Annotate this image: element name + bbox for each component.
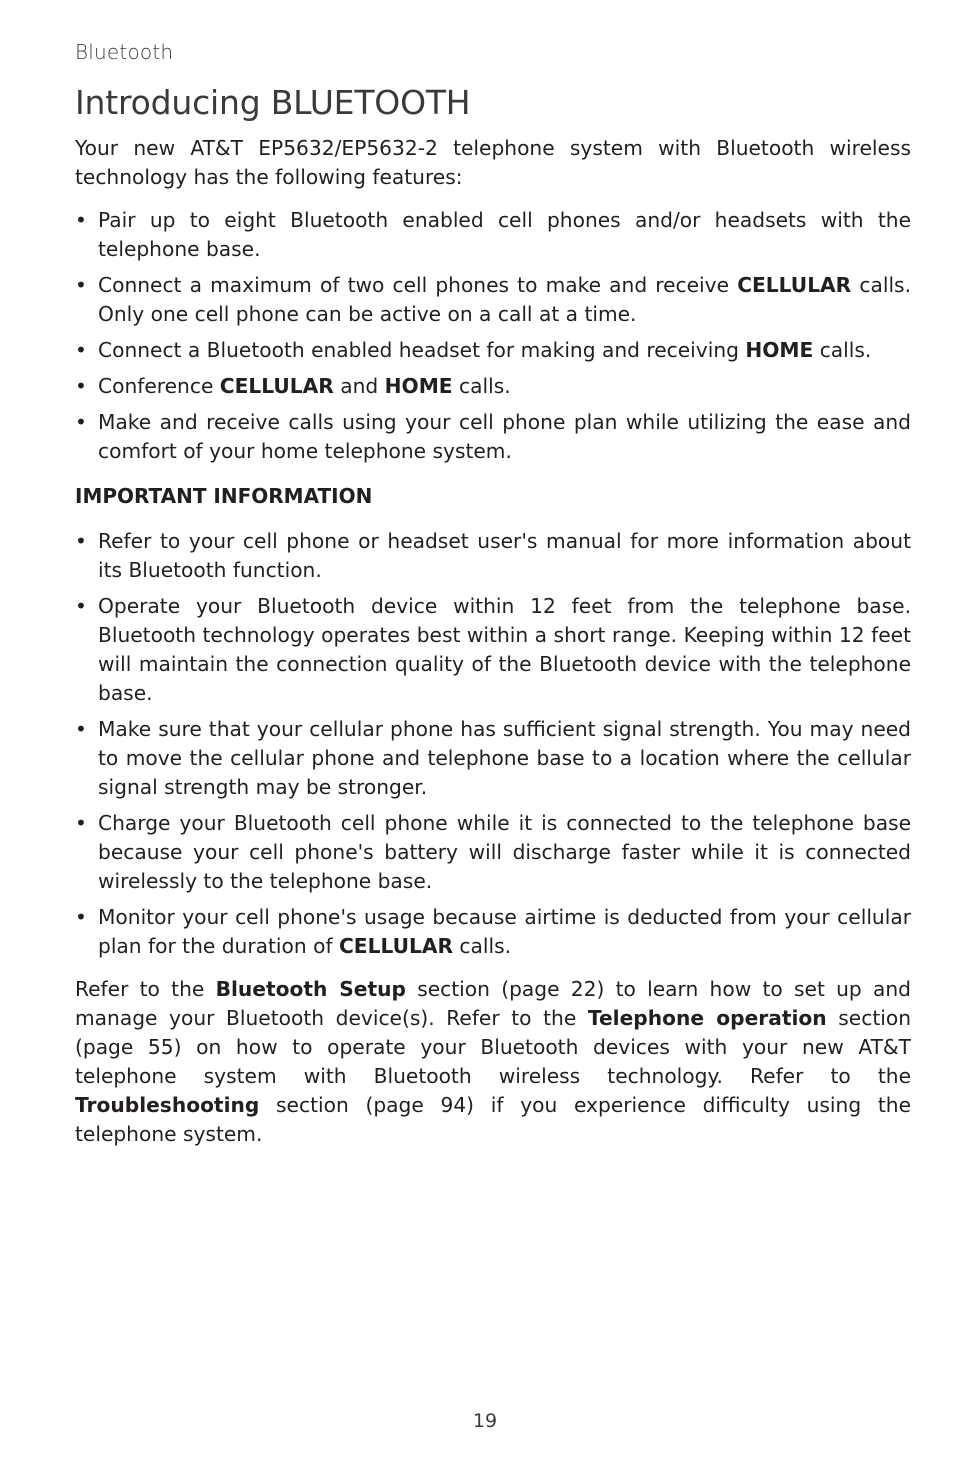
feature-list [75, 206, 911, 466]
text-run: Make sure that your cellular phone has sufficient signal strength. You may need to move the cellular phone and telephone base to a location where the cellular signal strength may be stronger. [98, 717, 911, 799]
text-run: section (page 22) to learn how to set up and manage your Bluetooth device(s). Refer to the [75, 977, 911, 1030]
text-run: section (page 94) if you experience difficulty using the telephone system. [75, 1093, 911, 1146]
bold-text-run: HOME [745, 338, 814, 362]
bold-text-run: CELLULAR [737, 273, 852, 297]
manual-page [75, 0, 911, 1475]
page-content [75, 134, 911, 1149]
running-header: Bluetooth [75, 40, 174, 64]
closing-paragraph [75, 975, 911, 1149]
list-item [75, 271, 911, 329]
text-run: Make and receive calls using your cell phone plan while utilizing the ease and comfort of your home telephone system. [98, 410, 911, 463]
list-item [75, 527, 911, 585]
text-run: Connect a maximum of two cell phones to make and receive [98, 273, 738, 297]
list-item [75, 903, 911, 961]
bold-text-run: CELLULAR [219, 374, 334, 398]
text-run: Monitor your cell phone's usage because airtime is deducted from your cellular plan for the duration of [98, 905, 911, 958]
list-item [75, 715, 911, 802]
text-run: Refer to the [75, 977, 216, 1001]
bullet-icon: • [75, 905, 87, 929]
bullet-icon: • [75, 374, 87, 398]
page-number: 19 [472, 1410, 498, 1432]
text-run: Charge your Bluetooth cell phone while it is connected to the telephone base because your cell phone's battery will discharge faster while it is connected wirelessly to the telephone base. [98, 811, 911, 893]
page-title: Introducing BLUETOOTH [75, 83, 471, 122]
bold-text-run: HOME [384, 374, 453, 398]
text-run: Pair up to eight Bluetooth enabled cell phones and/or headsets with the telephone base. [98, 208, 911, 261]
bold-text-run: Telephone operation [587, 1006, 827, 1030]
text-run: Connect a Bluetooth enabled headset for making and receiving [98, 338, 746, 362]
list-item [75, 336, 911, 365]
list-item [75, 206, 911, 264]
text-run: calls. Only one cell phone can be active on a call at a time. [98, 273, 911, 326]
text-run: section (page 55) on how to operate your Bluetooth devices with your new AT&T telephone system with Bluetooth wireless technology. Refer to the [75, 1006, 911, 1088]
bullet-icon: • [75, 529, 87, 553]
bullet-icon: • [75, 717, 87, 741]
bold-text-run: Troubleshooting [75, 1093, 260, 1117]
text-run: Conference [98, 374, 220, 398]
bullet-icon: • [75, 273, 87, 297]
bold-text-run: Bluetooth Setup [215, 977, 406, 1001]
text-run: calls. [813, 338, 872, 362]
text-run: Operate your Bluetooth device within 12 feet from the telephone base. Bluetooth technology operates best within a short range. Keeping within 12 feet will maintain the connection quality of the Bluetooth device with the telephone base. [98, 594, 911, 705]
bullet-icon: • [75, 594, 87, 618]
list-item [75, 809, 911, 896]
bullet-icon: • [75, 208, 87, 232]
text-run: and [333, 374, 385, 398]
intro-paragraph: Your new AT&T EP5632/EP5632-2 telephone system with Bluetooth wireless technology has the following features: [75, 136, 911, 189]
list-item [75, 408, 911, 466]
text-run: calls. [452, 374, 511, 398]
bullet-icon: • [75, 410, 87, 434]
text-run: calls. [453, 934, 512, 958]
list-item [75, 592, 911, 708]
bold-text-run: CELLULAR [338, 934, 454, 958]
text-run: Refer to your cell phone or headset user's manual for more information about its Bluetooth function. [98, 529, 911, 582]
bullet-icon: • [75, 811, 87, 835]
important-information-list [75, 527, 911, 961]
list-item [75, 372, 911, 401]
important-information-heading: IMPORTANT INFORMATION [75, 484, 373, 508]
bullet-icon: • [75, 338, 87, 362]
